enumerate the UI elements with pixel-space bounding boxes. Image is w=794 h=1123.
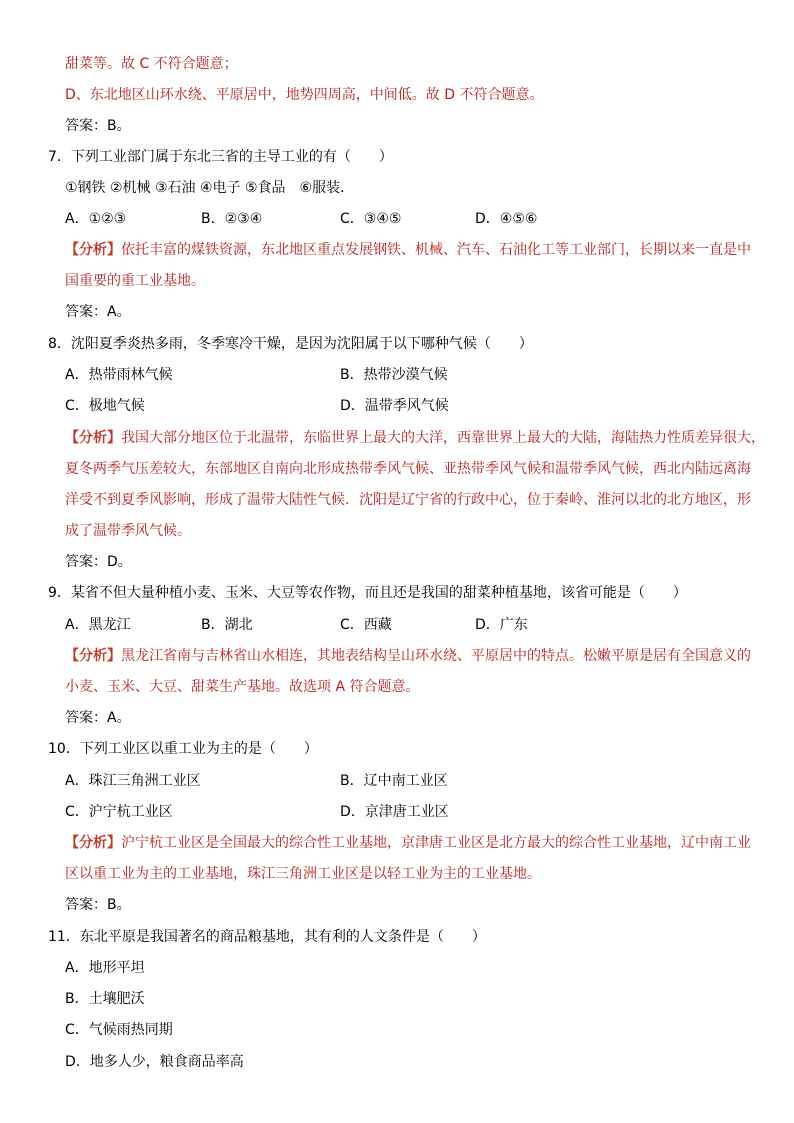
q11-option-a: A．地形平坦 [65,960,145,976]
q11-option-d: D．地多人少，粮食商品率高 [65,1054,244,1070]
q11-stem: 11．东北平原是我国著名的商品粮基地，其有利的人文条件是（ ） [48,929,486,945]
q10-analysis-line-1 [65,833,749,853]
q9-analysis-line-1 [65,646,749,666]
q7-answer: 答案：A。 [65,304,131,320]
q9-analysis-tag: 【分析】 [65,648,121,664]
q9-option-b: B．湖北 [201,617,253,633]
q10-option-c: C．沪宁杭工业区 [65,804,173,820]
q9-stem: 9．某省不但大量种植小麦、玉米、大豆等农作物，而且还是我国的甜菜种植基地，该省可能是（ ） [48,585,687,601]
q8-analysis-line-2: 夏冬两季气压差较大，东部地区自南向北形成热带季风气候、亚热带季风气候和温带季风气候，西北内陆远离海 [65,461,751,477]
q10-stem: 10．下列工业区以重工业为主的是（ ） [48,741,318,757]
q10-answer: 答案：B。 [65,897,131,913]
q10-analysis-text-1: 沪宁杭工业区是全国最大的综合性工业基地，京津唐工业区是北方最大的综合性工业基地，辽中南工业 [121,835,751,851]
q9-analysis-text-1: 黑龙江省南与吉林省山水相连，其地表结构呈山环水绕、平原居中的特点。松嫩平原是居有全国意义的 [121,648,751,664]
q7-analysis-text-1: 依托丰富的煤铁资源，东北地区重点发展钢铁、机械、汽车、石油化工等工业部门，长期以来一直是中 [121,242,751,258]
q10-analysis-line-2: 区以重工业为主的工业基地，珠江三角洲工业区是以轻工业为主的工业基地。 [65,866,541,882]
q7-option-a: A．①②③ [65,211,127,227]
q7-option-c: C．③④⑤ [340,211,402,227]
prev-answer: 答案：B。 [65,118,131,134]
q10-option-d: D．京津唐工业区 [340,804,449,820]
prev-analysis-line-2: D、东北地区山环水绕、平原居中，地势四周高，中间低。故 D 不符合题意。 [65,87,544,103]
q9-answer: 答案：A。 [65,710,131,726]
q7-option-d: D．④⑤⑥ [475,211,538,227]
q8-analysis-text-1: 我国大部分地区位于北温带，东临世界上最大的大洋，西靠世界上最大的大陆，海陆热力性质差异很大， [121,430,765,446]
q10-option-b: B．辽中南工业区 [340,773,448,789]
q8-analysis-line-3: 洋受不到夏季风影响，形成了温带大陆性气候．沈阳是辽宁省的行政中心，位于秦岭、淮河以北的北方地区，形 [65,492,751,508]
q11-option-b: B．土壤肥沃 [65,991,145,1007]
q10-option-a: A．珠江三角洲工业区 [65,773,201,789]
q11-option-c: C．气候雨热同期 [65,1022,173,1038]
q7-items: ①钢铁 ②机械 ③石油 ④电子 ⑤食品 ⑥服装． [65,180,355,196]
q8-option-b: B．热带沙漠气候 [340,367,448,383]
q10-analysis-tag: 【分析】 [65,835,121,851]
q8-analysis-tag: 【分析】 [65,430,121,446]
q9-analysis-line-2: 小麦、玉米、大豆、甜菜生产基地。故选项 A 符合题意。 [65,679,420,695]
q8-option-c: C．极地气候 [65,398,145,414]
q9-option-a: A．黑龙江 [65,617,131,633]
prev-analysis-line-1: 甜菜等。故 C 不符合题意； [65,56,238,72]
q8-option-d: D．温带季风气候 [340,398,449,414]
q8-stem: 8．沈阳夏季炎热多雨，冬季寒冷干燥，是因为沈阳属于以下哪种气候（ ） [48,336,533,352]
q8-answer: 答案：D。 [65,554,132,570]
q9-option-c: C．西藏 [340,617,392,633]
q8-analysis-line-4: 成了温带季风气候。 [65,523,191,539]
q7-analysis-tag: 【分析】 [65,242,121,258]
q8-analysis-line-1 [65,428,765,448]
q8-option-a: A．热带雨林气候 [65,367,173,383]
q7-analysis-line-2: 国重要的重工业基地。 [65,273,205,289]
q9-option-d: D．广东 [475,617,528,633]
q7-analysis-line-1 [65,240,749,260]
q7-stem: 7．下列工业部门属于东北三省的主导工业的有（ ） [48,149,393,165]
q7-option-b: B．②③④ [201,211,263,227]
